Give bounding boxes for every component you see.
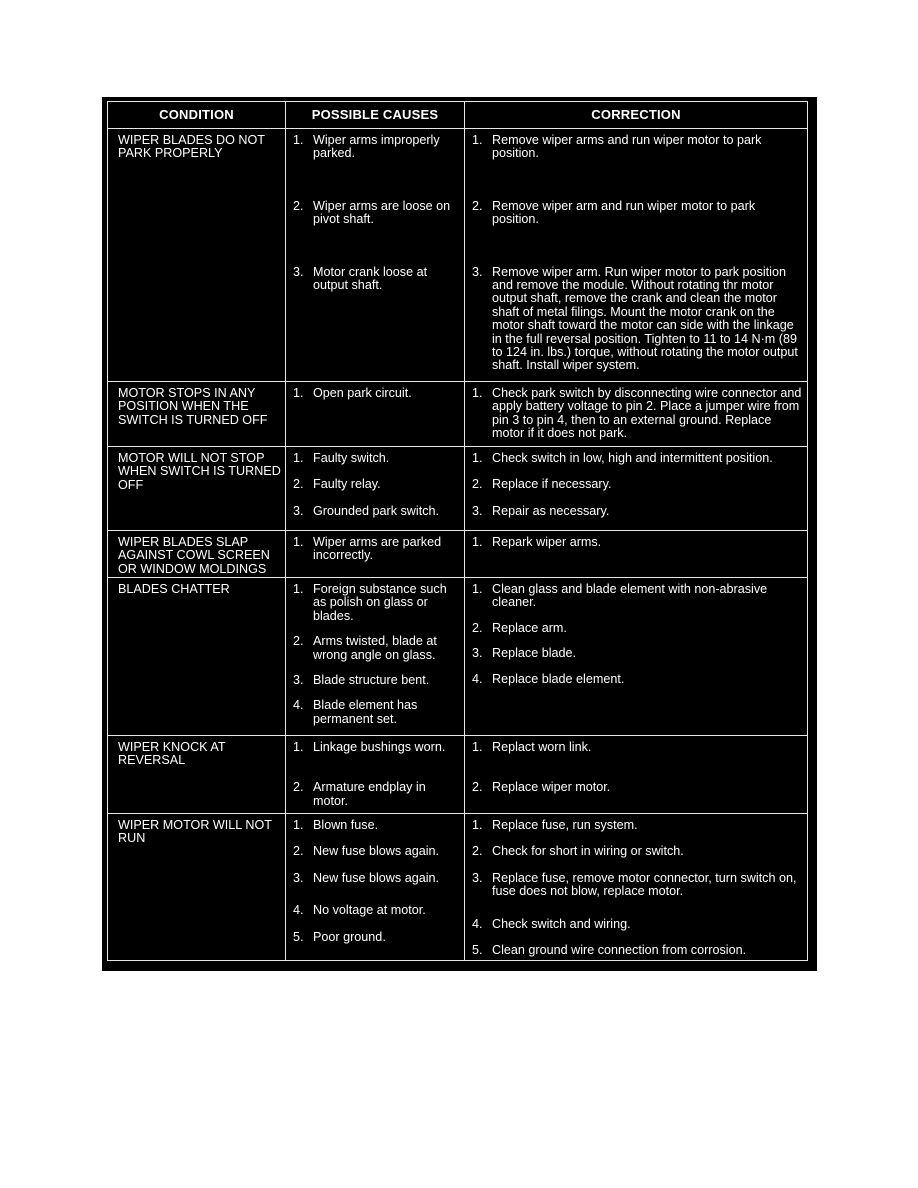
cause-list	[286, 531, 464, 563]
cause-list	[286, 814, 464, 944]
item-number: 5.	[293, 929, 304, 944]
correction-text: Check for short in wiring or switch.	[492, 844, 684, 859]
condition-cell: WIPER BLADES DO NOT PARK PROPERLY	[108, 129, 286, 382]
correction-item	[465, 452, 807, 465]
correction-text: Replace fuse, remove motor connector, turn switch on, fuse does not blow, replace motor.	[492, 870, 797, 899]
correction-text: Replace wiper motor.	[492, 780, 611, 795]
correction-cell	[465, 736, 808, 814]
cause-item	[286, 583, 464, 623]
item-number: 2.	[293, 634, 304, 649]
cause-text: Poor ground.	[313, 929, 386, 944]
table-body	[108, 129, 808, 961]
item-number: 1.	[293, 386, 304, 400]
condition-header: CONDITION	[108, 102, 286, 129]
correction-list	[465, 814, 807, 957]
table-header-row	[108, 102, 808, 129]
cause-text: Faulty switch.	[313, 451, 390, 465]
table-row	[108, 814, 808, 961]
condition-cell: WIPER MOTOR WILL NOT RUN	[108, 814, 286, 961]
cause-text: Wiper arms are loose on pivot shaft.	[313, 198, 451, 227]
cause-item	[286, 904, 464, 917]
table-row	[108, 129, 808, 382]
correction-cell	[465, 382, 808, 447]
condition-cell: MOTOR WILL NOT STOP WHEN SWITCH IS TURNED OFF	[108, 447, 286, 531]
diagnosis-table-sheet	[102, 97, 817, 971]
correction-item	[465, 819, 807, 832]
cause-item	[286, 819, 464, 832]
item-number: 3.	[472, 503, 483, 518]
item-number: 1.	[472, 133, 483, 147]
correction-item	[465, 622, 807, 635]
correction-item	[465, 583, 807, 610]
cause-list	[286, 129, 464, 292]
cause-text: Open park circuit.	[313, 386, 412, 400]
possible-causes-cell	[286, 129, 465, 382]
cause-text: Wiper arms improperly parked.	[313, 133, 440, 161]
diagnosis-table	[107, 101, 808, 961]
table-row	[108, 578, 808, 736]
correction-list	[465, 447, 807, 518]
correction-cell	[465, 578, 808, 736]
cause-text: Blade structure bent.	[313, 673, 430, 688]
correction-text: Check switch in low, high and intermittent position.	[492, 451, 773, 465]
item-number: 1.	[293, 451, 304, 465]
item-number: 3.	[293, 264, 304, 279]
cause-list	[286, 578, 464, 726]
condition-cell: BLADES CHATTER	[108, 578, 286, 736]
correction-item	[465, 872, 807, 899]
correction-item	[465, 944, 807, 957]
cause-text: Foreign substance such as polish on glass or blades.	[313, 582, 447, 623]
correction-cell	[465, 447, 808, 531]
item-number: 2.	[472, 477, 483, 492]
cause-item	[286, 387, 464, 400]
cause-item	[286, 452, 464, 465]
item-number: 2.	[472, 844, 483, 859]
correction-cell	[465, 814, 808, 961]
cause-item	[286, 478, 464, 491]
correction-item	[465, 741, 807, 754]
cause-item	[286, 741, 464, 754]
cause-text: New fuse blows again.	[313, 870, 440, 885]
correction-text: Remove wiper arm. Run wiper motor to park position and remove the module. Without rotating thr motor output shaft, remove the crank and clean the motor shaft of metal filings. Mount the motor crank on the motor shaft toward the motor can side with the linkage in the full reversal position. Tighten to 11 to 14 N·m (89 to 124 in. lbs.) torque, without rotating the motor output shaft. Install wiper system.	[492, 264, 798, 373]
item-number: 3.	[293, 673, 304, 688]
cause-text: New fuse blows again.	[313, 844, 440, 859]
correction-cell	[465, 129, 808, 382]
correction-text: Replact worn link.	[492, 740, 592, 754]
item-number: 2.	[293, 198, 304, 213]
item-number: 1.	[472, 818, 483, 832]
correction-list	[465, 736, 807, 795]
item-number: 4.	[293, 698, 304, 713]
possible-causes-cell	[286, 447, 465, 531]
cause-item	[286, 635, 464, 662]
cause-text: Grounded park switch.	[313, 503, 439, 518]
cause-text: Wiper arms are parked incorrectly.	[313, 535, 442, 563]
correction-item	[465, 505, 807, 518]
correction-item	[465, 845, 807, 858]
cause-item	[286, 536, 464, 563]
item-number: 2.	[293, 477, 304, 492]
correction-text: Replace if necessary.	[492, 477, 612, 492]
item-number: 1.	[293, 535, 304, 549]
cause-item	[286, 200, 464, 227]
correction-item	[465, 918, 807, 931]
cause-text: Armature endplay in motor.	[313, 780, 426, 808]
item-number: 2.	[293, 844, 304, 859]
correction-item	[465, 387, 807, 441]
cause-item	[286, 845, 464, 858]
correction-item	[465, 478, 807, 491]
correction-text: Check park switch by disconnecting wire connector and apply battery voltage to pin 2. Place a jumper wire from pin 3 to pin 4, then to an external ground. Replace motor if it does not park.	[492, 386, 802, 441]
item-number: 1.	[472, 740, 483, 754]
correction-text: Remove wiper arms and run wiper motor to park position.	[492, 133, 762, 161]
correction-text: Repair as necessary.	[492, 503, 610, 518]
item-number: 3.	[293, 870, 304, 885]
cause-item	[286, 872, 464, 885]
cause-text: Blade element has permanent set.	[313, 698, 418, 726]
correction-list	[465, 129, 807, 373]
correction-item	[465, 673, 807, 686]
cause-item	[286, 266, 464, 293]
item-number: 1.	[293, 582, 304, 596]
correction-item	[465, 200, 807, 227]
item-number: 1.	[293, 818, 304, 832]
correction-item	[465, 134, 807, 161]
item-number: 4.	[472, 671, 483, 686]
item-number: 3.	[472, 646, 483, 661]
possible-causes-cell	[286, 382, 465, 447]
correction-text: Replace fuse, run system.	[492, 818, 638, 832]
item-number: 5.	[472, 943, 483, 958]
cause-item	[286, 505, 464, 518]
item-number: 2.	[293, 780, 304, 795]
cause-item	[286, 931, 464, 944]
cause-text: Faulty relay.	[313, 477, 381, 492]
item-number: 1.	[472, 535, 483, 549]
cause-item	[286, 699, 464, 726]
correction-item	[465, 536, 807, 549]
item-number: 1.	[293, 740, 304, 754]
item-number: 4.	[293, 903, 304, 918]
condition-cell: WIPER KNOCK AT REVERSAL	[108, 736, 286, 814]
correction-text: Replace blade.	[492, 646, 577, 661]
cause-text: Motor crank loose at output shaft.	[313, 264, 428, 293]
correction-text: Check switch and wiring.	[492, 916, 631, 931]
cause-item	[286, 781, 464, 808]
correction-list	[465, 382, 807, 441]
item-number: 2.	[472, 780, 483, 795]
item-number: 3.	[472, 870, 483, 885]
correction-cell	[465, 531, 808, 578]
item-number: 2.	[472, 620, 483, 635]
condition-cell: MOTOR STOPS IN ANY POSITION WHEN THE SWITCH IS TURNED OFF	[108, 382, 286, 447]
cause-text: Blown fuse.	[313, 818, 379, 832]
correction-text: Remove wiper arm and run wiper motor to park position.	[492, 198, 756, 227]
possible-causes-cell	[286, 736, 465, 814]
possible-causes-cell	[286, 578, 465, 736]
item-number: 3.	[293, 503, 304, 518]
cause-item	[286, 674, 464, 687]
cause-list	[286, 447, 464, 518]
cause-item	[286, 134, 464, 161]
correction-list	[465, 578, 807, 686]
item-number: 2.	[472, 198, 483, 213]
correction-list	[465, 531, 807, 549]
table-row	[108, 531, 808, 578]
cause-list	[286, 736, 464, 808]
condition-cell: WIPER BLADES SLAP AGAINST COWL SCREEN OR WINDOW MOLDINGS	[108, 531, 286, 578]
possible-causes-cell	[286, 531, 465, 578]
item-number: 4.	[472, 916, 483, 931]
item-number: 1.	[472, 451, 483, 465]
table-row	[108, 736, 808, 814]
correction-text: Clean glass and blade element with non-abrasive cleaner.	[492, 582, 768, 610]
correction-item	[465, 781, 807, 794]
correction-text: Clean ground wire connection from corrosion.	[492, 943, 747, 958]
cause-text: No voltage at motor.	[313, 903, 426, 918]
possible-causes-cell	[286, 814, 465, 961]
item-number: 3.	[472, 264, 483, 279]
cause-text: Linkage bushings worn.	[313, 740, 446, 754]
cause-text: Arms twisted, blade at wrong angle on glass.	[313, 634, 437, 662]
item-number: 1.	[472, 582, 483, 596]
item-number: 1.	[472, 386, 483, 400]
cause-list	[286, 382, 464, 400]
item-number: 1.	[293, 133, 304, 147]
table-row	[108, 447, 808, 531]
table-row	[108, 382, 808, 447]
correction-text: Replace arm.	[492, 620, 567, 635]
correction-text: Repark wiper arms.	[492, 535, 602, 549]
correction-item	[465, 647, 807, 660]
correction-item	[465, 266, 807, 373]
possible-causes-header: POSSIBLE CAUSES	[286, 102, 465, 129]
correction-header: CORRECTION	[465, 102, 808, 129]
correction-text: Replace blade element.	[492, 671, 625, 686]
